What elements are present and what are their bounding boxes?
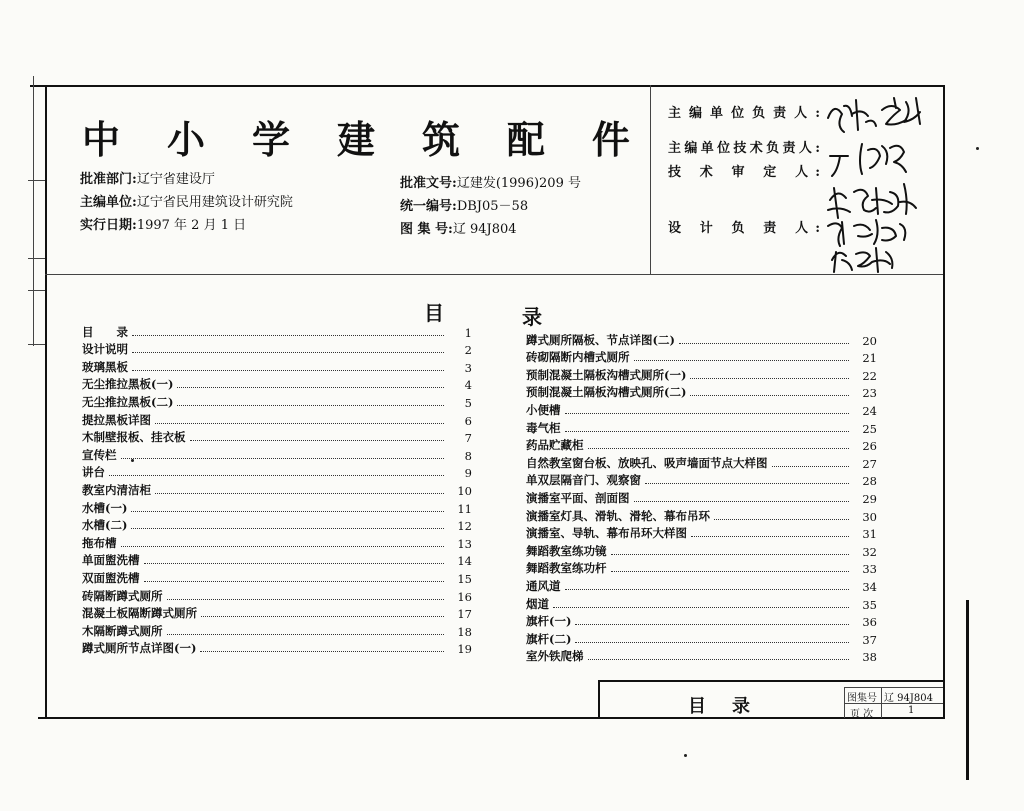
frame-right-line xyxy=(943,85,945,719)
title-char: 小 xyxy=(166,116,205,162)
toc-page-number: 12 xyxy=(457,519,472,534)
dot-leader xyxy=(611,554,850,555)
toc-item-title: 预制混凝土隔板沟槽式厕所(二) xyxy=(526,385,687,400)
toc-item-title: 小便槽 xyxy=(526,402,561,417)
toc-item-title: 通风道 xyxy=(526,578,561,593)
dot-leader xyxy=(588,659,850,660)
toc-row xyxy=(526,576,877,594)
toc-page-number: 6 xyxy=(464,413,472,428)
title-char: 件 xyxy=(591,116,630,162)
toc-row xyxy=(82,621,472,639)
dot-leader xyxy=(201,616,444,617)
frame-left-line xyxy=(45,85,47,719)
approval-document-number: 批准文号:辽建发(1996)209 号 xyxy=(400,176,581,191)
toc-item-title: 预制混凝土隔板沟槽式厕所(一) xyxy=(526,367,687,382)
toc-page-number: 9 xyxy=(464,466,472,481)
toc-item-title: 毒气柜 xyxy=(526,420,561,435)
dot-leader xyxy=(575,624,849,625)
toc-row xyxy=(82,639,472,657)
toc-row xyxy=(82,375,472,393)
toc-item-title: 自然教室窗台板、放映孔、吸声墙面节点大样图 xyxy=(526,455,768,470)
scan-speck xyxy=(684,754,687,757)
dot-leader xyxy=(190,440,445,441)
toc-page-number: 27 xyxy=(862,456,877,471)
title-char: 配 xyxy=(506,116,545,162)
toc-item-title: 舞蹈教室练功杆 xyxy=(526,561,607,576)
toc-page-number: 24 xyxy=(862,403,877,418)
toc-row xyxy=(82,533,472,551)
page-label: 页 次 xyxy=(850,709,874,720)
toc-page-number: 13 xyxy=(457,536,472,551)
title-char: 学 xyxy=(251,116,290,162)
toc-page-number: 34 xyxy=(862,579,877,594)
toc-item-title: 设计说明 xyxy=(82,342,128,357)
frame-bottom-line xyxy=(38,717,945,719)
toc-row xyxy=(82,392,472,410)
toc-row xyxy=(526,383,877,401)
dot-leader xyxy=(714,519,849,520)
title-block-left-line xyxy=(598,680,600,718)
dot-leader xyxy=(690,378,849,379)
right-edge-bar xyxy=(966,600,969,780)
toc-row xyxy=(82,322,472,340)
dot-leader xyxy=(132,335,444,336)
dot-leader xyxy=(132,352,444,353)
toc-row xyxy=(526,453,877,471)
responsible-person-label: 主编单位技术负责人: xyxy=(668,141,820,156)
toc-page-number: 5 xyxy=(464,395,472,410)
toc-row xyxy=(82,445,472,463)
toc-item-title: 木制壁报板、挂衣板 xyxy=(82,430,186,445)
margin-tick xyxy=(28,344,45,345)
dot-leader xyxy=(167,634,445,635)
toc-row xyxy=(526,436,877,454)
toc-page-number: 11 xyxy=(457,501,472,516)
title-block-row-line xyxy=(844,687,943,688)
dot-leader xyxy=(155,423,444,424)
dot-leader xyxy=(131,511,444,512)
toc-row xyxy=(82,480,472,498)
page-number: 1 xyxy=(908,705,915,716)
toc-item-title: 宣传栏 xyxy=(82,447,117,462)
toc-item-title: 拖布槽 xyxy=(82,535,117,550)
atlas-number: 图 集 号:辽 94J804 xyxy=(400,222,517,237)
dot-leader xyxy=(121,458,445,459)
toc-page-number: 4 xyxy=(464,378,472,393)
sheet-name: 目录 xyxy=(688,696,776,717)
toc-item-title: 提拉黑板详图 xyxy=(82,412,151,427)
dot-leader xyxy=(634,501,850,502)
title-block-top-line xyxy=(598,680,943,682)
toc-item-title: 烟道 xyxy=(526,596,549,611)
toc-row xyxy=(526,330,877,348)
toc-row xyxy=(526,418,877,436)
toc-page-number: 25 xyxy=(862,421,877,436)
dot-leader xyxy=(575,642,849,643)
toc-row xyxy=(526,647,877,665)
toc-page-number: 18 xyxy=(457,624,472,639)
toc-page-number: 8 xyxy=(464,448,472,463)
toc-row xyxy=(82,551,472,569)
dot-leader xyxy=(565,413,850,414)
toc-page-number: 3 xyxy=(464,360,472,375)
toc-page-number: 31 xyxy=(862,527,877,542)
chief-editor-unit: 主编单位:辽宁省民用建筑设计研究院 xyxy=(80,195,293,210)
toc-item-title: 双面盥洗槽 xyxy=(82,570,140,585)
toc-row xyxy=(526,400,877,418)
dot-leader xyxy=(155,493,444,494)
toc-page-number: 37 xyxy=(862,632,877,647)
frame-top-line xyxy=(30,85,945,87)
toc-row xyxy=(82,586,472,604)
toc-item-title: 演播室灯具、滑轨、滑轮、幕布吊环 xyxy=(526,508,710,523)
dot-leader xyxy=(144,563,445,564)
handwritten-signatures xyxy=(820,92,935,277)
toc-page-number: 33 xyxy=(862,562,877,577)
responsible-person-label: 技 术 审 定 人: xyxy=(668,165,820,180)
dot-leader xyxy=(772,466,850,467)
toc-page-number: 10 xyxy=(457,483,472,498)
dot-leader xyxy=(565,589,850,590)
responsible-person-label: 设 计 负 责 人: xyxy=(668,221,820,236)
toc-row xyxy=(526,594,877,612)
toc-row xyxy=(526,488,877,506)
toc-page-number: 35 xyxy=(862,597,877,612)
dot-leader xyxy=(131,528,444,529)
toc-item-title: 旗杆(一) xyxy=(526,614,572,629)
toc-page-number: 22 xyxy=(862,368,877,383)
toc-item-title: 室外铁爬梯 xyxy=(526,649,584,664)
toc-item-title: 木隔断蹲式厕所 xyxy=(82,623,163,638)
title-char: 建 xyxy=(336,116,375,162)
dot-leader xyxy=(177,387,444,388)
toc-item-title: 蹲式厕所节点详图(一) xyxy=(82,641,197,656)
atlas-number-label: 图集号 xyxy=(847,693,877,704)
dot-leader xyxy=(121,546,445,547)
toc-row xyxy=(526,612,877,630)
toc-row xyxy=(82,357,472,375)
margin-tick xyxy=(28,258,45,259)
toc-item-title: 单面盥洗槽 xyxy=(82,553,140,568)
toc-page-number: 14 xyxy=(457,554,472,569)
toc-row xyxy=(526,471,877,489)
toc-row xyxy=(526,559,877,577)
toc-page-number: 38 xyxy=(862,650,877,665)
toc-row xyxy=(82,568,472,586)
approving-department: 批准部门:辽宁省建设厅 xyxy=(80,172,215,187)
dot-leader xyxy=(553,607,849,608)
toc-row xyxy=(82,428,472,446)
toc-item-title: 单双层隔音门、观察窗 xyxy=(526,473,641,488)
toc-page-number: 1 xyxy=(464,325,472,340)
toc-item-title: 无尘推拉黑板(一) xyxy=(82,377,174,392)
toc-item-title: 砖砌隔断内槽式厕所 xyxy=(526,350,630,365)
toc-row xyxy=(526,524,877,542)
toc-page-number: 29 xyxy=(862,491,877,506)
toc-item-title: 演播室、导轨、幕布吊环大样图 xyxy=(526,526,687,541)
dot-leader xyxy=(167,599,445,600)
toc-page-number: 2 xyxy=(464,343,472,358)
toc-page-number: 28 xyxy=(862,474,877,489)
toc-item-title: 水槽(一) xyxy=(82,500,128,515)
dot-leader xyxy=(177,405,444,406)
contents-heading-first: 目 xyxy=(424,301,444,325)
toc-item-title: 舞蹈教室练功镜 xyxy=(526,543,607,558)
scan-speck xyxy=(976,147,979,150)
margin-line xyxy=(33,76,34,346)
toc-row xyxy=(82,498,472,516)
toc-row xyxy=(82,463,472,481)
dot-leader xyxy=(690,395,849,396)
dot-leader xyxy=(565,431,850,432)
toc-item-title: 蹲式厕所隔板、节点详图(二) xyxy=(526,332,675,347)
toc-page-number: 20 xyxy=(862,333,877,348)
toc-page-number: 32 xyxy=(862,544,877,559)
responsible-person-label: 主编单位负责人: xyxy=(668,106,820,121)
dot-leader xyxy=(588,448,850,449)
dot-leader xyxy=(611,571,850,572)
toc-item-title: 水槽(二) xyxy=(82,518,128,533)
dot-leader xyxy=(691,536,849,537)
toc-item-title: 玻璃黑板 xyxy=(82,359,128,374)
header-column-divider xyxy=(650,85,651,275)
toc-item-title: 无尘推拉黑板(二) xyxy=(82,394,174,409)
toc-item-title: 演播室平面、剖面图 xyxy=(526,490,630,505)
approval-info-middle xyxy=(400,172,581,241)
toc-page-number: 21 xyxy=(862,351,877,366)
toc-item-title: 混凝土板隔断蹲式厕所 xyxy=(82,606,197,621)
toc-row xyxy=(526,541,877,559)
toc-row xyxy=(526,348,877,366)
header-divider xyxy=(45,274,943,275)
dot-leader xyxy=(645,483,849,484)
toc-page-number: 7 xyxy=(464,431,472,446)
toc-page-number: 26 xyxy=(862,439,877,454)
toc-item-title: 砖隔断蹲式厕所 xyxy=(82,588,163,603)
toc-row xyxy=(82,516,472,534)
toc-row xyxy=(526,629,877,647)
atlas-number-value: 辽 94J804 xyxy=(884,693,933,704)
toc-row xyxy=(82,340,472,358)
approval-info-left xyxy=(80,168,293,237)
toc-page-number: 36 xyxy=(862,615,877,630)
toc-row xyxy=(82,410,472,428)
dot-leader xyxy=(200,651,444,652)
toc-row xyxy=(526,365,877,383)
margin-tick xyxy=(28,180,45,181)
toc-page-number: 16 xyxy=(457,589,472,604)
dot-leader xyxy=(109,475,444,476)
title-char: 中 xyxy=(82,116,121,162)
toc-row xyxy=(526,506,877,524)
toc-page-number: 17 xyxy=(457,607,472,622)
title-char: 筑 xyxy=(421,116,460,162)
toc-left-column xyxy=(82,322,472,656)
toc-item-title: 目 录 xyxy=(82,324,128,339)
dot-leader xyxy=(144,581,445,582)
toc-row xyxy=(82,604,472,622)
contents-heading-second: 录 xyxy=(522,305,542,329)
toc-page-number: 19 xyxy=(457,642,472,657)
margin-tick xyxy=(28,290,45,291)
toc-page-number: 23 xyxy=(862,386,877,401)
toc-item-title: 讲台 xyxy=(82,465,105,480)
unified-number: 统一编号:DBJ05－58 xyxy=(400,199,529,214)
toc-item-title: 药品贮藏柜 xyxy=(526,438,584,453)
dot-leader xyxy=(132,370,444,371)
toc-page-number: 15 xyxy=(457,571,472,586)
collection-title xyxy=(82,112,630,160)
toc-item-title: 教室内清洁柜 xyxy=(82,482,151,497)
dot-leader xyxy=(679,343,849,344)
toc-page-number: 30 xyxy=(862,509,877,524)
effective-date: 实行日期:1997 年 2 月 1 日 xyxy=(80,218,247,233)
toc-item-title: 旗杆(二) xyxy=(526,631,572,646)
dot-leader xyxy=(634,360,850,361)
toc-right-column xyxy=(526,330,877,664)
